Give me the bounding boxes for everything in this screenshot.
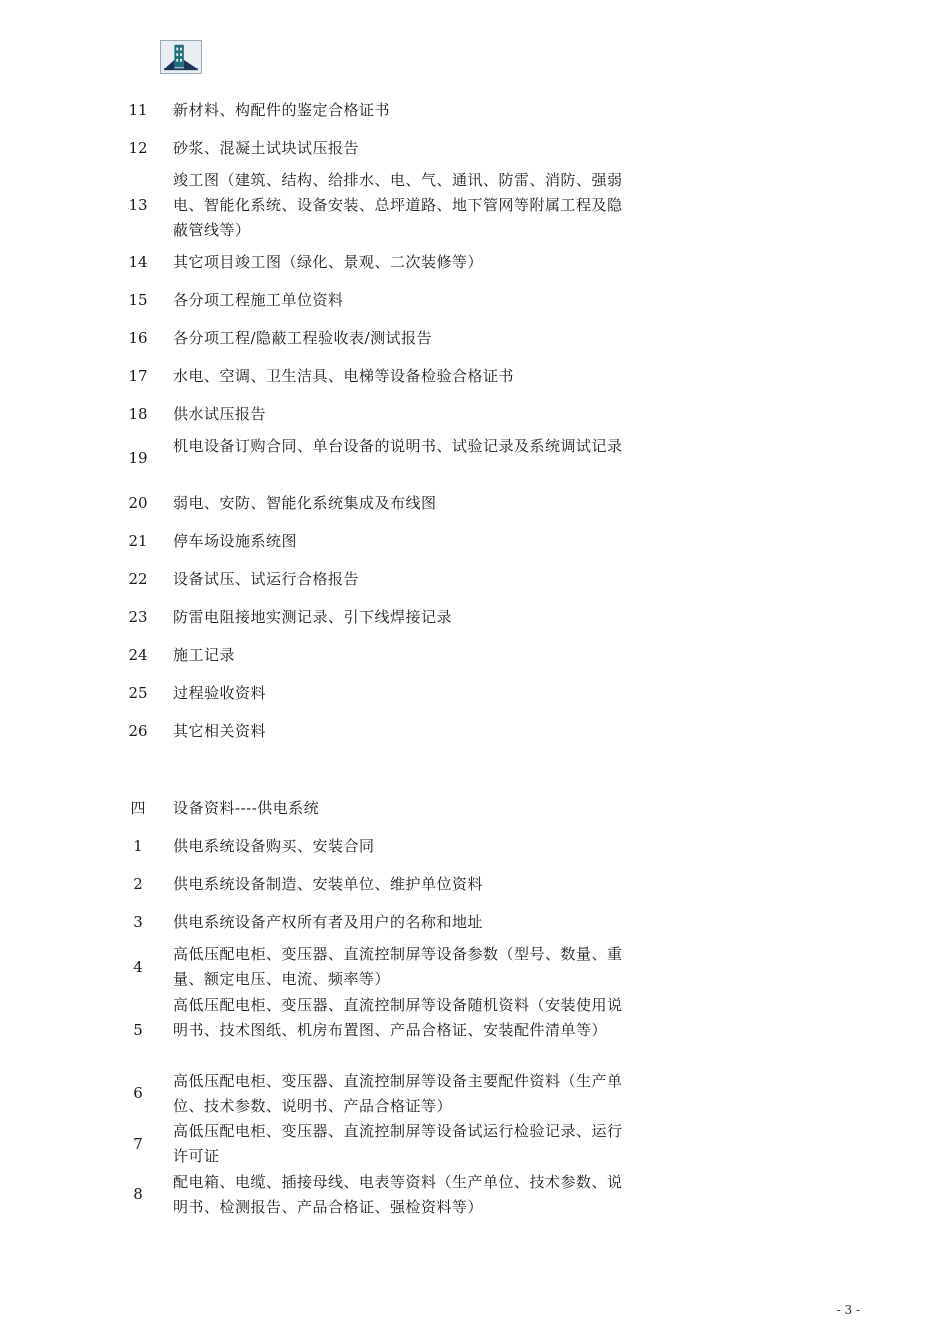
item-number: 23 <box>128 608 148 626</box>
item-number: 5 <box>133 1021 143 1039</box>
item-text: 停车场设施系统图 <box>173 532 298 550</box>
item-number: 14 <box>128 253 148 271</box>
item-number: 19 <box>128 449 148 467</box>
item-text: 配电箱、电缆、插接母线、电表等资料（生产单位、技术参数、说明书、检测报告、产品合格证、强检资料等） <box>173 1173 623 1216</box>
item-text: 设备试压、试运行合格报告 <box>173 570 360 588</box>
item-text: 过程验收资料 <box>173 684 267 702</box>
item-number: 3 <box>133 913 143 931</box>
item-number: 17 <box>128 367 148 385</box>
item-number: 4 <box>133 958 143 976</box>
item-text: 高低压配电柜、变压器、直流控制屏等设备参数（型号、数量、重量、额定电压、电流、频率等） <box>173 945 623 988</box>
page-number: - 3 - <box>836 1303 860 1317</box>
item-number: 13 <box>128 196 148 214</box>
item-text: 机电设备订购合同、单台设备的说明书、试验记录及系统调试记录 <box>173 437 623 455</box>
item-number: 24 <box>128 646 148 664</box>
item-text: 防雷电阻接地实测记录、引下线焊接记录 <box>173 608 453 626</box>
item-text: 新材料、构配件的鉴定合格证书 <box>173 101 391 119</box>
item-number: 26 <box>128 722 148 740</box>
item-text: 竣工图（建筑、结构、给排水、电、气、通讯、防雷、消防、强弱电、智能化系统、设备安装、总坪道路、地下管网等附属工程及隐蔽管线等） <box>173 171 623 239</box>
item-text: 弱电、安防、智能化系统集成及布线图 <box>173 494 437 512</box>
item-text: 施工记录 <box>173 646 236 664</box>
item-number: 21 <box>128 532 148 550</box>
item-number: 1 <box>133 837 143 855</box>
item-number: 20 <box>128 494 148 512</box>
section-title: 设备资料----供电系统 <box>173 799 320 817</box>
item-text: 各分项工程施工单位资料 <box>173 291 344 309</box>
item-text: 高低压配电柜、变压器、直流控制屏等设备主要配件资料（生产单位、技术参数、说明书、产品合格证等） <box>173 1072 623 1115</box>
item-number: 18 <box>128 405 148 423</box>
item-number: 6 <box>133 1084 143 1102</box>
item-text: 水电、空调、卫生洁具、电梯等设备检验合格证书 <box>173 367 515 385</box>
item-text: 供电系统设备制造、安装单位、维护单位资料 <box>173 875 484 893</box>
item-number: 8 <box>133 1185 143 1203</box>
item-text: 砂浆、混凝土试块试压报告 <box>173 139 360 157</box>
item-text: 其它项目竣工图（绿化、景观、二次装修等） <box>173 253 484 271</box>
item-text: 各分项工程/隐蔽工程验收表/测试报告 <box>173 329 433 347</box>
item-number: 2 <box>133 875 143 893</box>
item-number: 22 <box>128 570 148 588</box>
item-text: 高低压配电柜、变压器、直流控制屏等设备试运行检验记录、运行许可证 <box>173 1122 623 1165</box>
item-text: 其它相关资料 <box>173 722 267 740</box>
item-number: 16 <box>128 329 148 347</box>
item-text: 供电系统设备产权所有者及用户的名称和地址 <box>173 913 484 931</box>
item-number: 25 <box>128 684 148 702</box>
item-number: 11 <box>128 101 148 119</box>
item-text: 高低压配电柜、变压器、直流控制屏等设备随机资料（安装使用说明书、技术图纸、机房布置图、产品合格证、安装配件清单等） <box>173 996 623 1039</box>
item-number: 15 <box>128 291 148 309</box>
section-number: 四 <box>130 799 146 817</box>
item-text: 供电系统设备购买、安装合同 <box>173 837 375 855</box>
item-number: 7 <box>133 1135 143 1153</box>
item-number: 12 <box>128 139 148 157</box>
item-text: 供水试压报告 <box>173 405 267 423</box>
building-logo-icon <box>160 40 202 74</box>
